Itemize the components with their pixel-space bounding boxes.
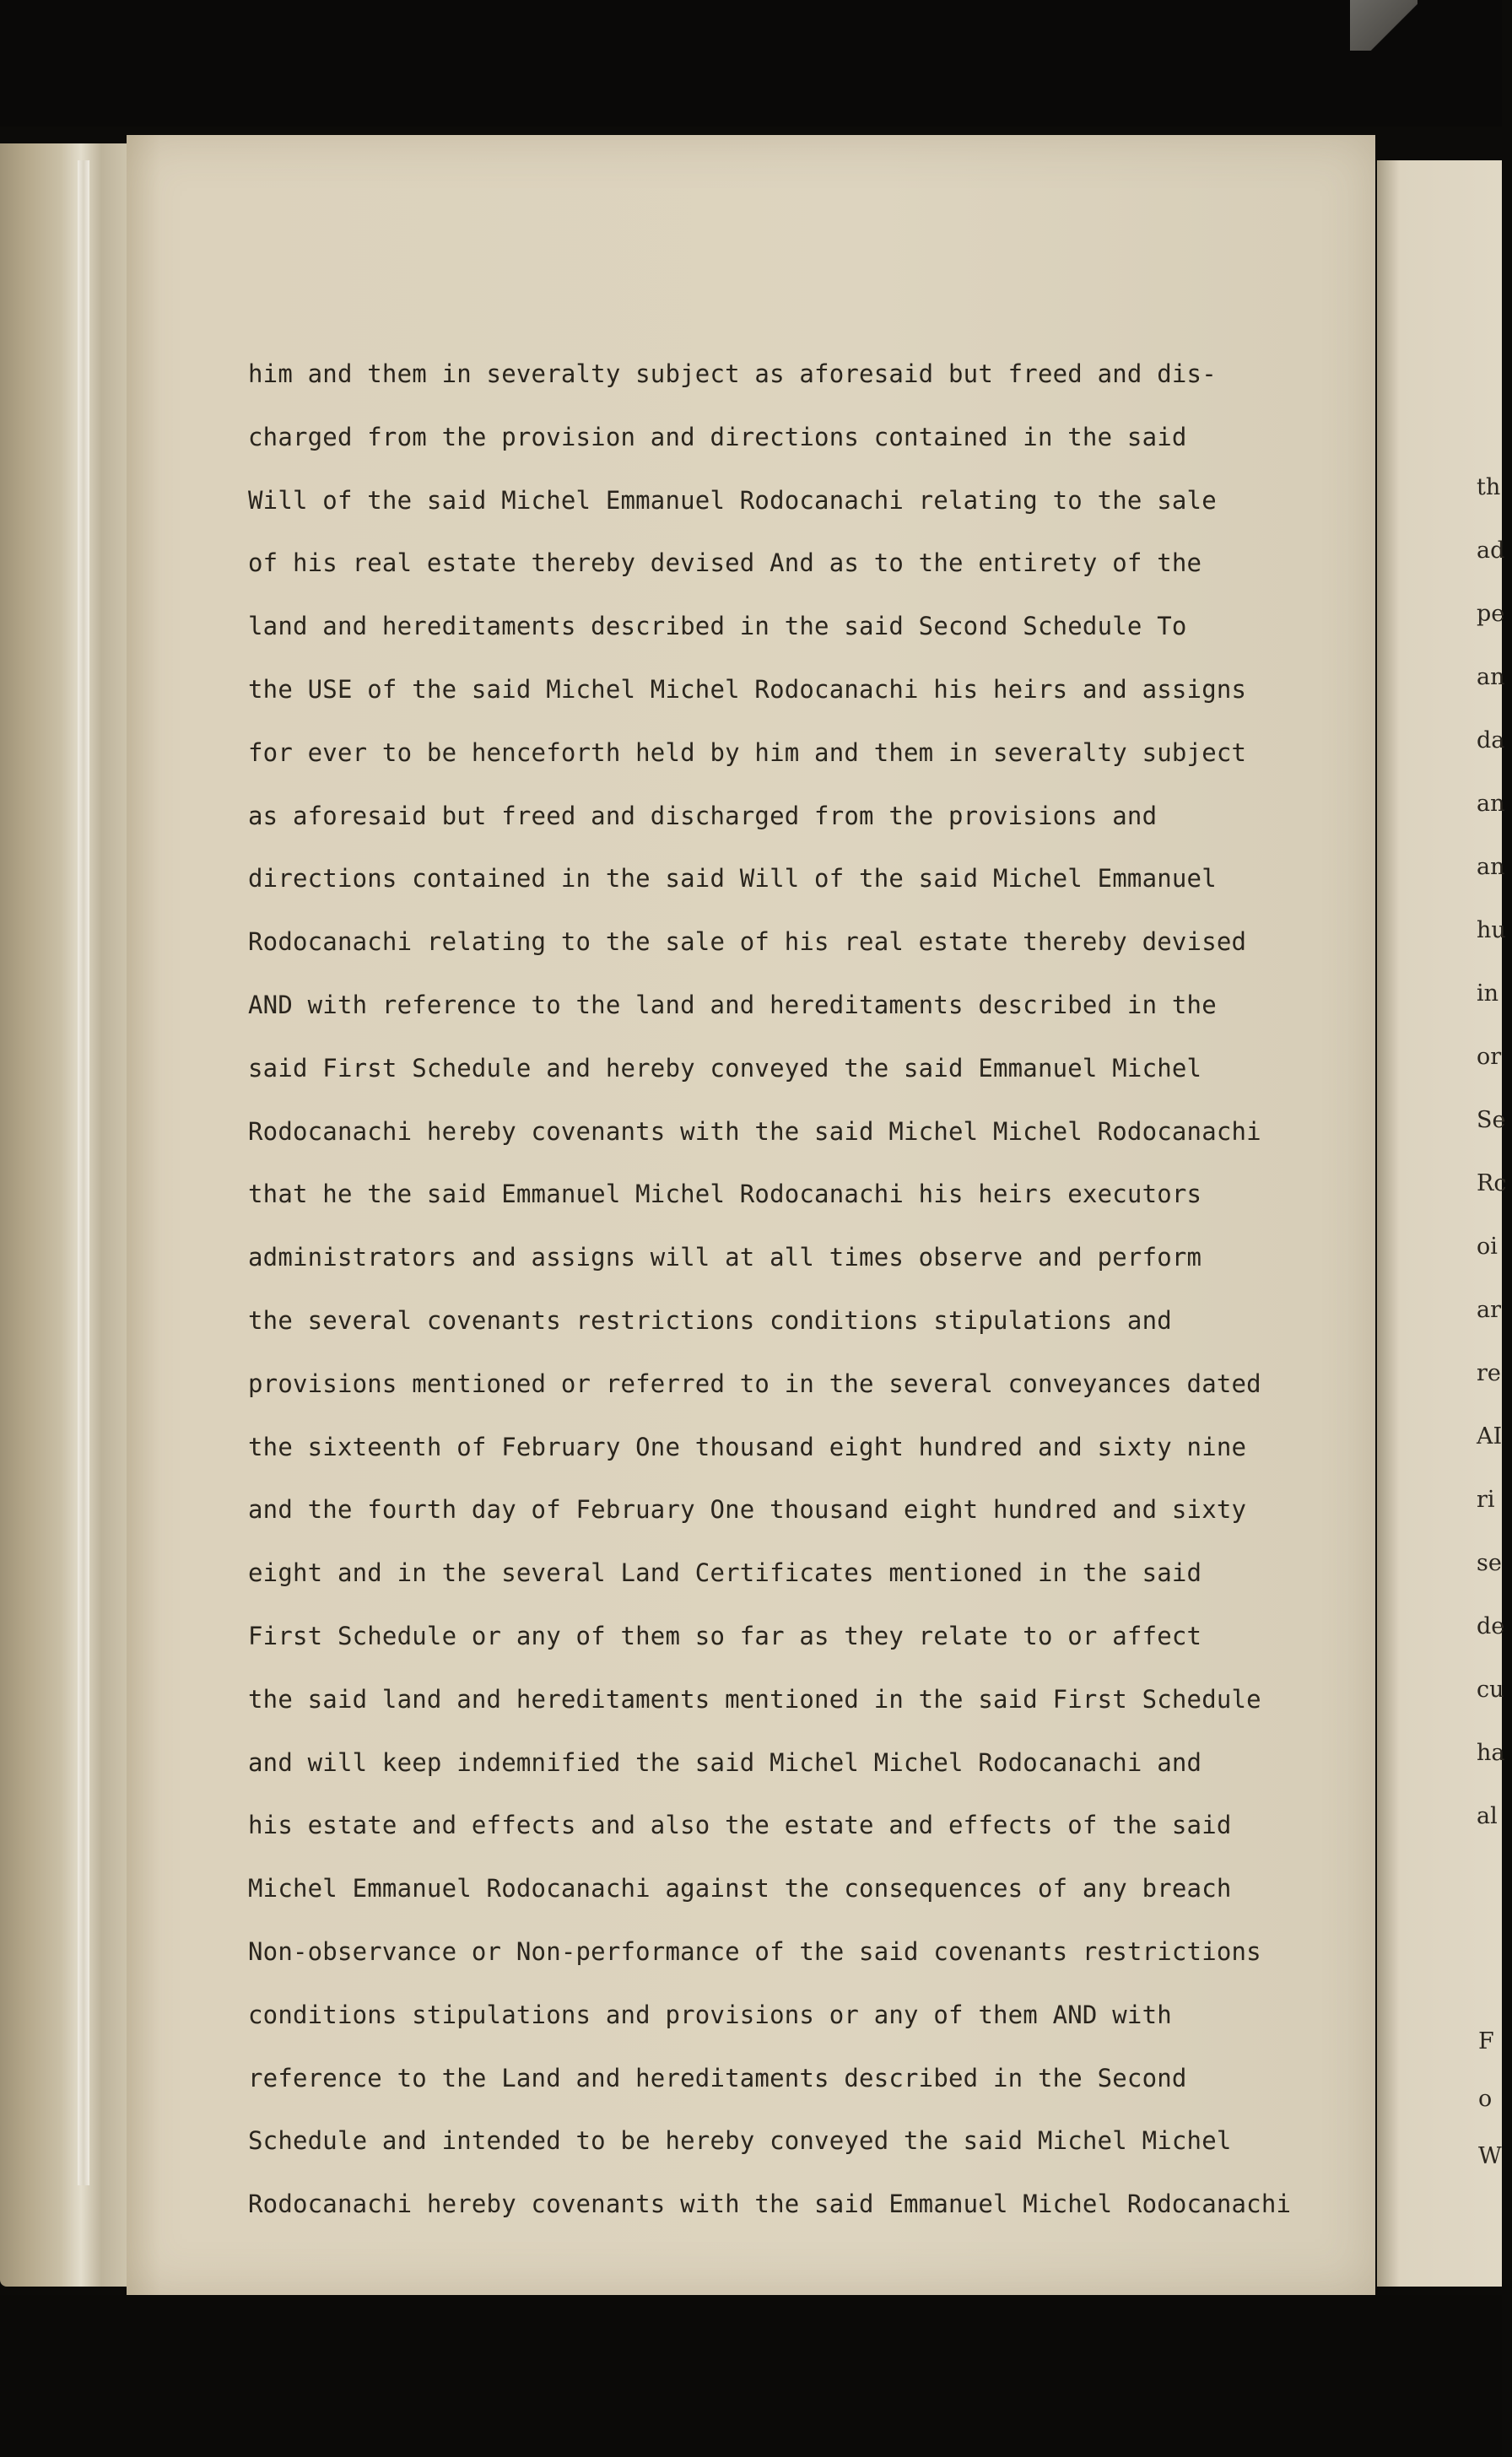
fragment: an <box>1477 854 1505 880</box>
fragment: Rc <box>1477 1170 1507 1196</box>
text-line: eight and in the several Land Certificates mentioned in the said <box>248 1558 1202 1588</box>
text-line: conditions stipulations and provisions or any of them AND with <box>248 2000 1172 2029</box>
text-line: Rodocanachi hereby covenants with the said Emmanuel Michel Rodocanachi <box>248 2190 1292 2219</box>
text-line: land and hereditaments described in the said Second Schedule To <box>248 612 1187 641</box>
fragment: W <box>1478 2143 1502 2169</box>
text-line: as aforesaid but freed and discharged from the provisions and <box>248 801 1158 830</box>
text-line: him and them in severalty subject as aforesaid but freed and dis- <box>248 359 1217 388</box>
fragment: or <box>1477 1044 1502 1070</box>
text-line: the sixteenth of February One thousand eight hundred and sixty nine <box>248 1432 1247 1461</box>
facing-page-lower-fragments <box>1478 2025 1512 2197</box>
fragment: Se <box>1477 1107 1506 1133</box>
fragment: o <box>1478 2086 1493 2112</box>
text-line: and will keep indemnified the said Michel Michel Rodocanachi and <box>248 1747 1202 1777</box>
text-line: directions contained in the said Will of the said Michel Emmanuel <box>248 864 1217 894</box>
text-line: Rodocanachi relating to the sale of his real estate thereby devised <box>248 927 1247 957</box>
fragment: re <box>1477 1360 1501 1386</box>
text-line: AND with reference to the land and hereditaments described in the <box>248 990 1217 1019</box>
fragment: ad <box>1477 537 1505 564</box>
fragment: ha <box>1477 1740 1505 1766</box>
typed-body-text <box>248 350 1370 2244</box>
text-line: that he the said Emmanuel Michel Rodocanachi his heirs executors <box>248 1180 1202 1209</box>
text-line: the USE of the said Michel Michel Rodocanachi his heirs and assigns <box>248 674 1247 704</box>
text-line: for ever to be henceforth held by him and them in severalty subject <box>248 737 1247 767</box>
text-line: Michel Emmanuel Rodocanachi against the consequences of any breach <box>248 1874 1232 1904</box>
text-line: Schedule and intended to be hereby conveyed the said Michel Michel <box>248 2126 1232 2156</box>
fragment: ar <box>1477 1297 1502 1323</box>
fragment: al <box>1477 1803 1498 1829</box>
fragment: th <box>1477 474 1501 500</box>
text-line: reference to the Land and hereditaments described in the Second <box>248 2063 1187 2092</box>
text-line: said First Schedule and hereby conveyed the said Emmanuel Michel <box>248 1053 1202 1083</box>
fragment: an <box>1477 664 1505 690</box>
text-line: of his real estate thereby devised And as to the entirety of the <box>248 548 1202 578</box>
page-stack-left-edge <box>0 143 135 2287</box>
text-line: Will of the said Michel Emmanuel Rodocanachi relating to the sale <box>248 485 1217 515</box>
fragment: se <box>1477 1550 1502 1576</box>
fragment: an <box>1477 791 1505 817</box>
corner-paper-mark <box>1350 0 1418 51</box>
fragment: in <box>1477 980 1499 1007</box>
facing-page-fragments <box>1477 471 1510 1863</box>
text-line: Rodocanachi hereby covenants with the said Michel Michel Rodocanachi <box>248 1116 1261 1146</box>
fragment: pe <box>1477 601 1505 627</box>
fragment: oi <box>1477 1234 1498 1260</box>
text-line: his estate and effects and also the estate and effects of the said <box>248 1811 1232 1840</box>
fragment: da <box>1477 727 1505 753</box>
fragment: cu <box>1477 1677 1504 1703</box>
fragment: ri <box>1477 1487 1495 1513</box>
text-line: charged from the provision and directions contained in the said <box>248 422 1187 451</box>
fragment: AI <box>1477 1423 1503 1450</box>
fragment: de <box>1477 1613 1505 1639</box>
scan-background-top <box>0 0 1502 127</box>
scan-background-bottom <box>0 2295 1502 2457</box>
text-line: First Schedule or any of them so far as they relate to or affect <box>248 1621 1202 1650</box>
text-line: provisions mentioned or referred to in the several conveyances dated <box>248 1369 1261 1398</box>
text-line: administrators and assigns will at all times observe and perform <box>248 1243 1202 1272</box>
text-line: the several covenants restrictions conditions stipulations and <box>248 1305 1172 1335</box>
fragment: hu <box>1477 917 1506 943</box>
fragment: F <box>1478 2028 1494 2055</box>
text-line: and the fourth day of February One thousand eight hundred and sixty <box>248 1495 1247 1525</box>
text-line: the said land and hereditaments mentioned in the said First Schedule <box>248 1684 1261 1714</box>
text-line: Non-observance or Non-performance of the said covenants restrictions <box>248 1936 1261 1966</box>
